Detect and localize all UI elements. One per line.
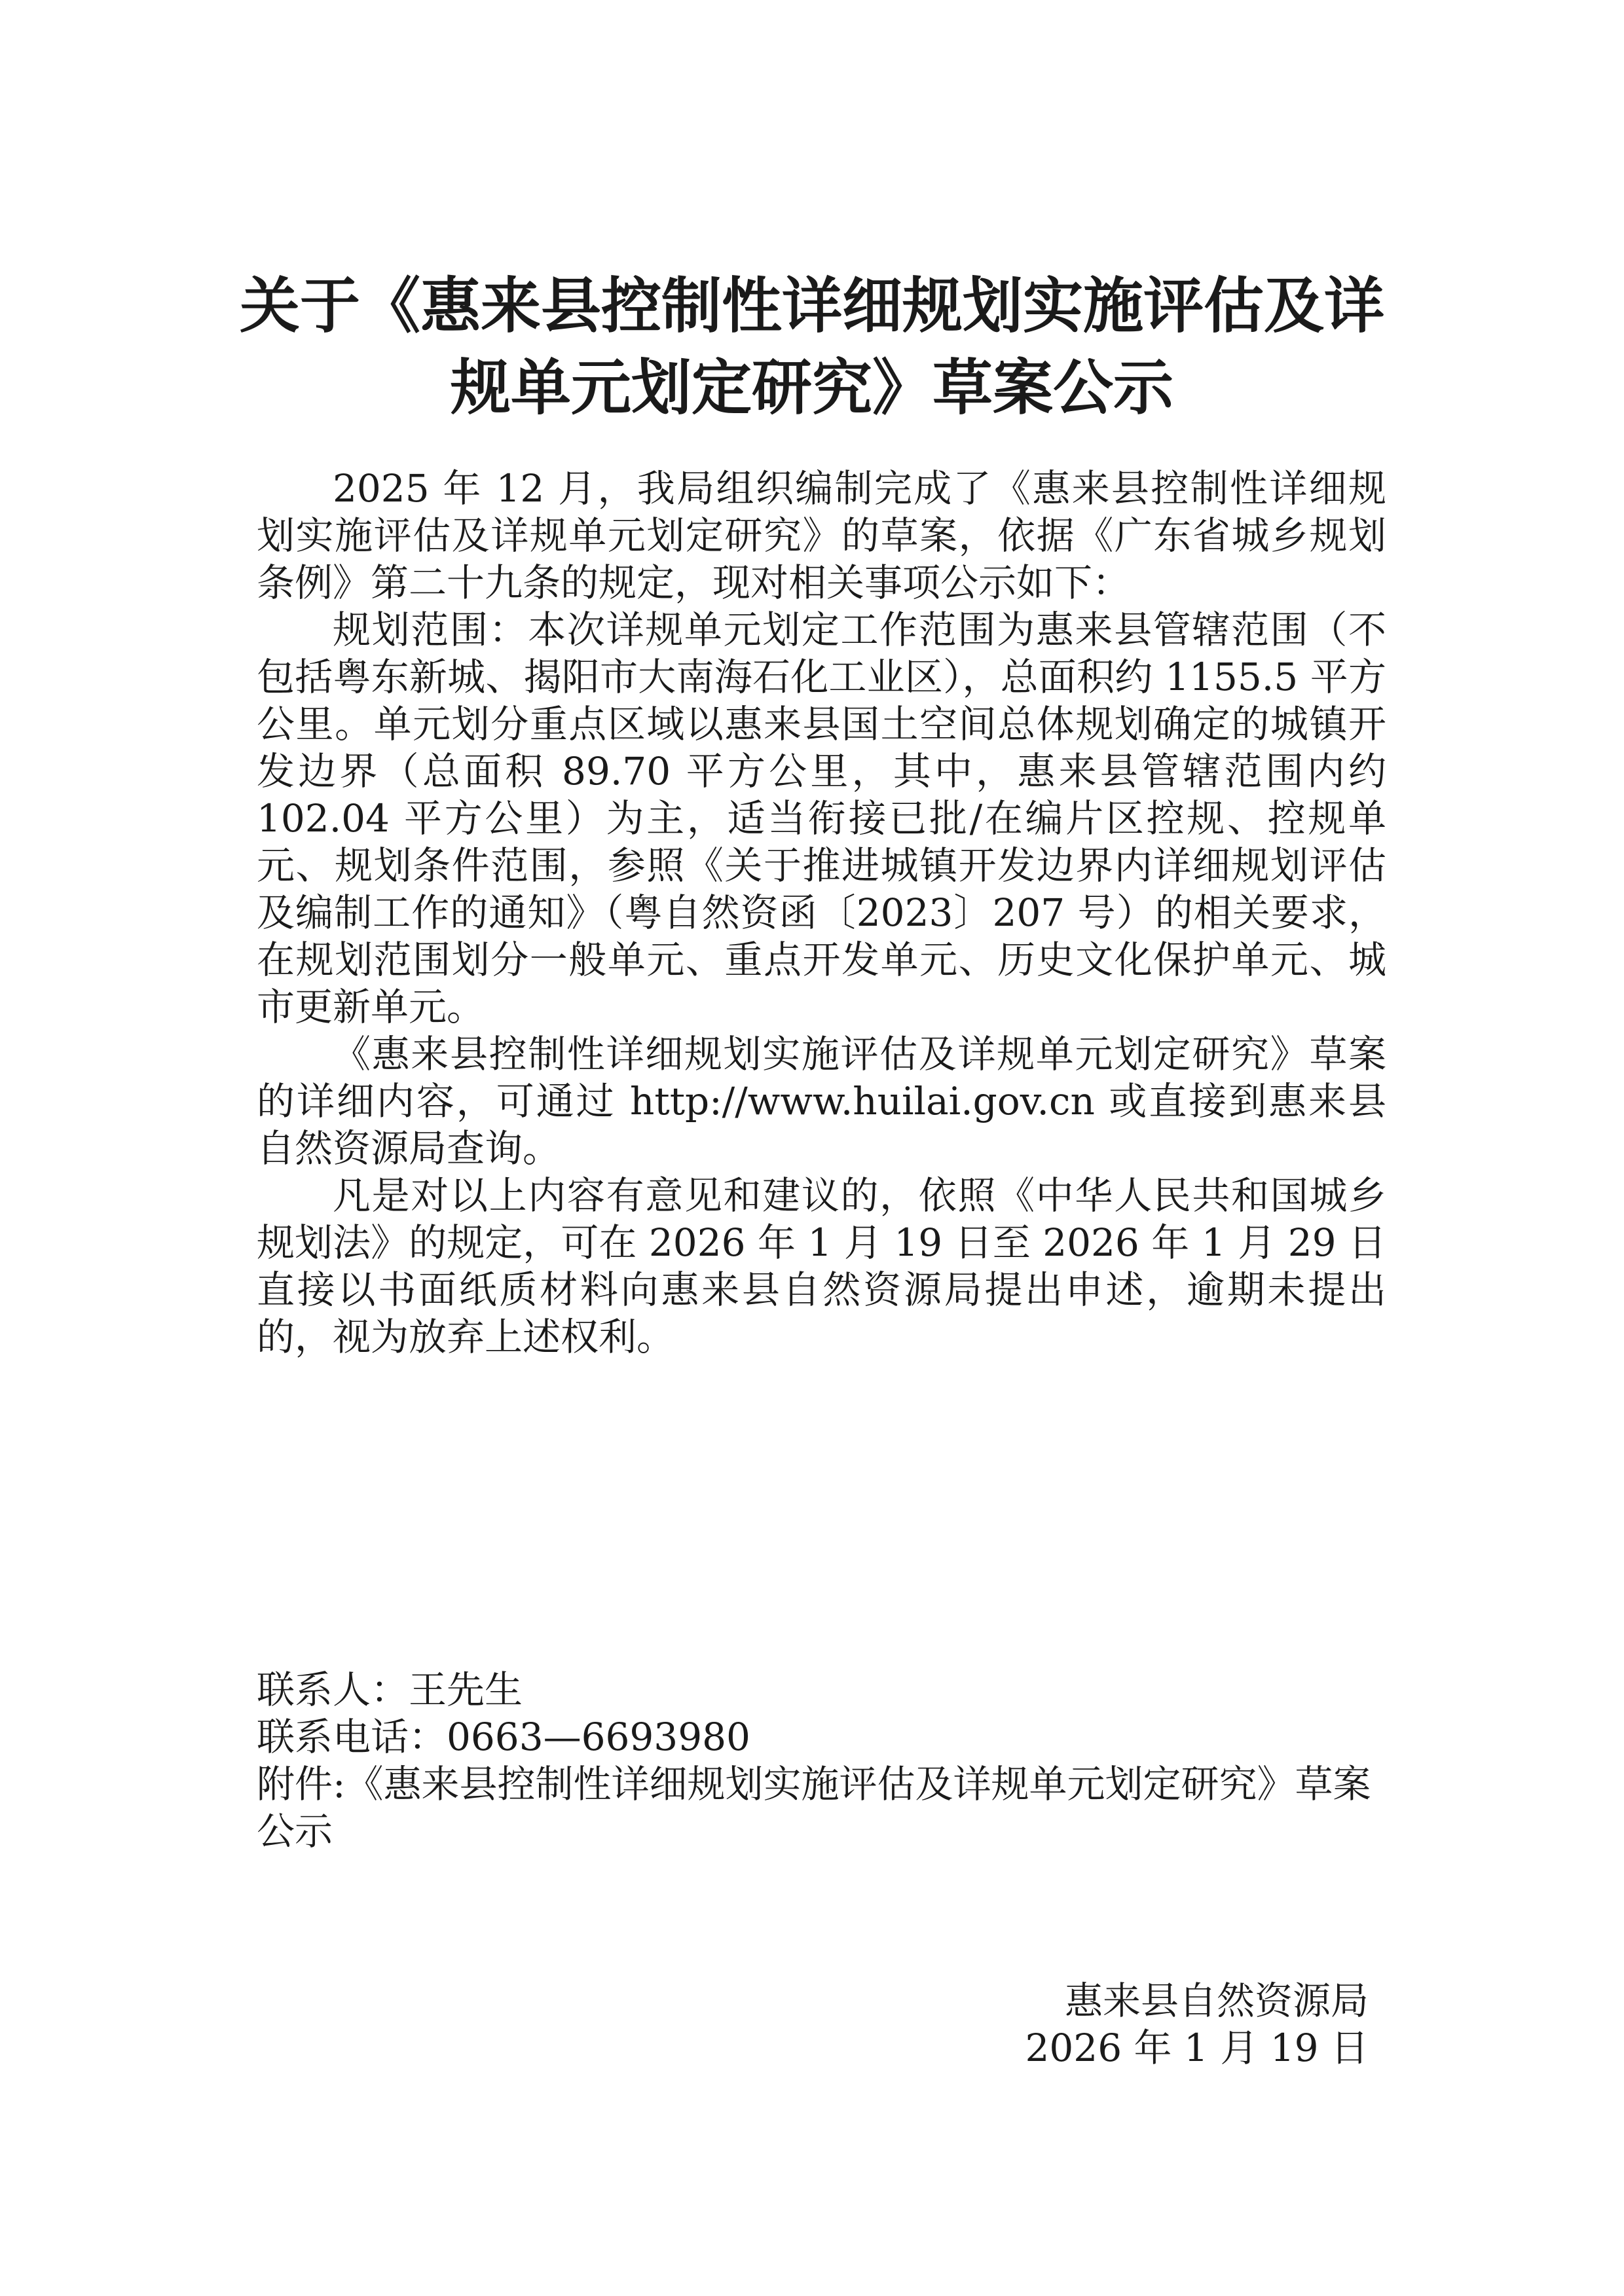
issuing-organization: 惠来县自然资源局 — [1064, 1978, 1369, 2023]
document-title — [216, 265, 1408, 429]
paragraph-access: 《惠来县控制性详细规划实施评估及详规单元划定研究》草案的详细内容，可通过 http://www.huilai.gov.cn 或直接到惠来县自然资源局查询。 — [257, 1032, 1386, 1171]
paragraph-feedback: 凡是对以上内容有意见和建议的，依照《中华人民共和国城乡规划法》的规定，可在 2026 年 1 月 19 日至 2026 年 1 月 29 日直接以书面纸质材料向惠来县自然资源局提出申述，逾期未提出的，视为放弃上述权利。 — [257, 1173, 1386, 1359]
contact-phone: 联系电话：0663—6693980 — [257, 1715, 750, 1759]
signature-block — [917, 1977, 1369, 2071]
issue-date: 2026 年 1 月 19 日 — [1025, 2026, 1369, 2070]
paragraph-intro: 2025 年 12 月，我局组织编制完成了《惠来县控制性详细规划实施评估及详规单元划定研究》的草案，依据《广东省城乡规划条例》第二十九条的规定，现对相关事项公示如下： — [257, 466, 1386, 605]
notice-body — [257, 465, 1386, 1360]
title-line-1: 关于《惠来县控制性详细规划实施评估及详 — [239, 270, 1384, 341]
attachment-note: 附件:《惠来县控制性详细规划实施评估及详规单元划定研究》草案公示 — [257, 1762, 1371, 1853]
paragraph-scope: 规划范围：本次详规单元划定工作范围为惠来县管辖范围（不包括粤东新城、揭阳市大南海石化工业区），总面积约 1155.5 平方公里。单元划分重点区域以惠来县国土空间总体规划确定的城镇开发边界（总面积 89.70 平方公里，其中，惠来县管辖范围内约 102.04 平方公里）为主，适当衔接已批/在编片区控规、控规单元、规划条件范围，参照《关于推进城镇开发边界内详细规划评估及编制工作的通知》（粤自然资函〔2023〕207 号）的相关要求，在规划范围划分一般单元、重点开发单元、历史文化保护单元、城市更新单元。 — [257, 608, 1386, 1029]
contact-block — [257, 1666, 1386, 1855]
contact-person: 联系人：王先生 — [257, 1667, 523, 1712]
title-line-2: 规单元划定研究》草案公示 — [450, 352, 1173, 423]
